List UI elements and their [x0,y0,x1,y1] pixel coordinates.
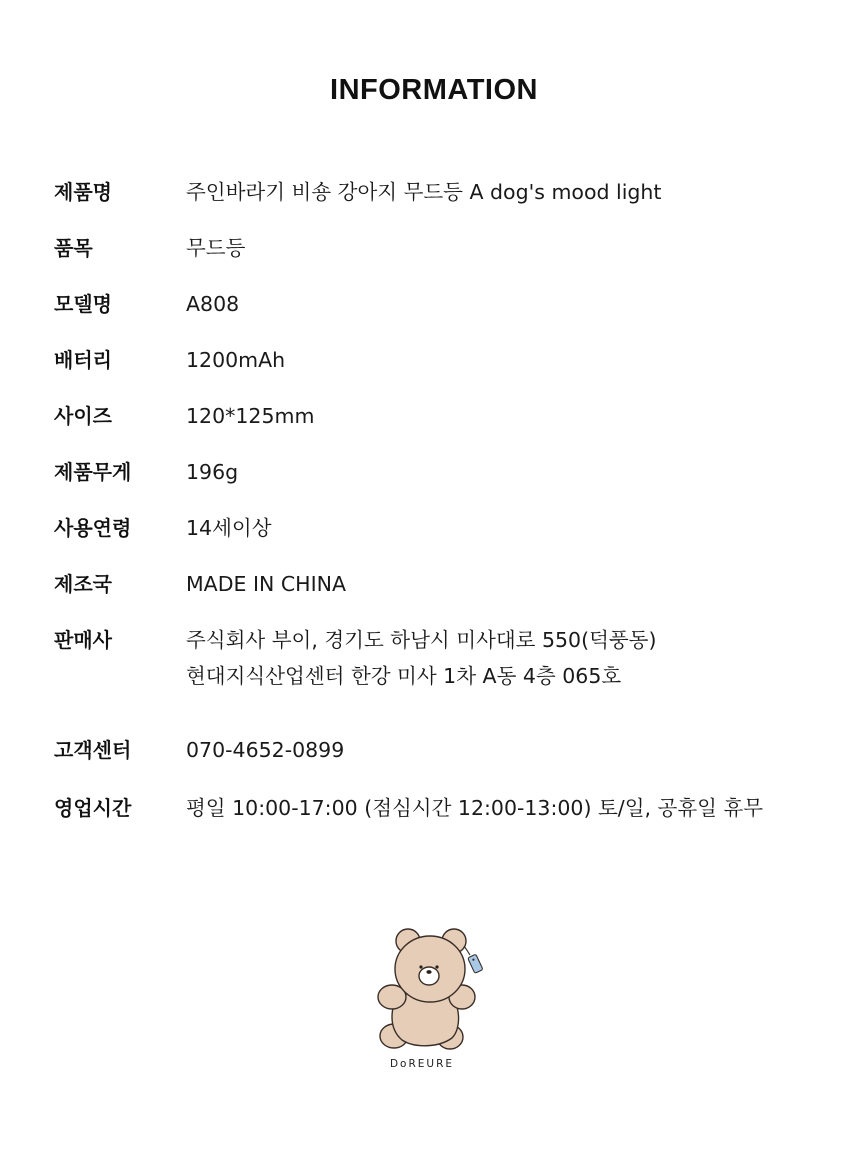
info-label: 품목 [54,236,93,260]
info-label: 배터리 [54,348,112,372]
info-label: 제조국 [54,572,112,596]
info-value: 070-4652-0899 [186,738,345,762]
info-value: MADE IN CHINA [186,572,346,596]
brand-name: DoREURE [389,1058,455,1070]
info-label: 제품무게 [54,460,132,484]
info-label: 판매사 [54,628,112,652]
info-label: 제품명 [54,180,112,204]
info-label: 사용연령 [54,516,132,540]
info-label: 사이즈 [54,404,112,428]
info-value: 주식회사 부이, 경기도 하남시 미사대로 550(덕풍동) [186,628,657,652]
info-label: 모델명 [54,292,112,316]
info-value: 평일 10:00-17:00 (점심시간 12:00-13:00) 토/일, 공휴일 휴무 [186,796,764,820]
info-value: 무드등 [186,236,246,260]
info-value: A808 [186,292,240,316]
info-value: 주인바라기 비숑 강아지 무드등 A dog's mood light [186,180,662,204]
info-label: 영업시간 [54,796,132,820]
brand-logo [370,924,490,1080]
info-value: 196g [186,460,239,484]
info-value: 14세이상 [186,516,272,540]
page-title: INFORMATION [330,74,538,106]
info-value-line2: 현대지식산업센터 한강 미사 1차 A동 4층 065호 [186,664,622,688]
info-value: 120*125mm [186,404,315,428]
info-value: 1200mAh [186,348,286,372]
teddy-bear-icon [370,924,490,1056]
info-label: 고객센터 [54,738,132,762]
